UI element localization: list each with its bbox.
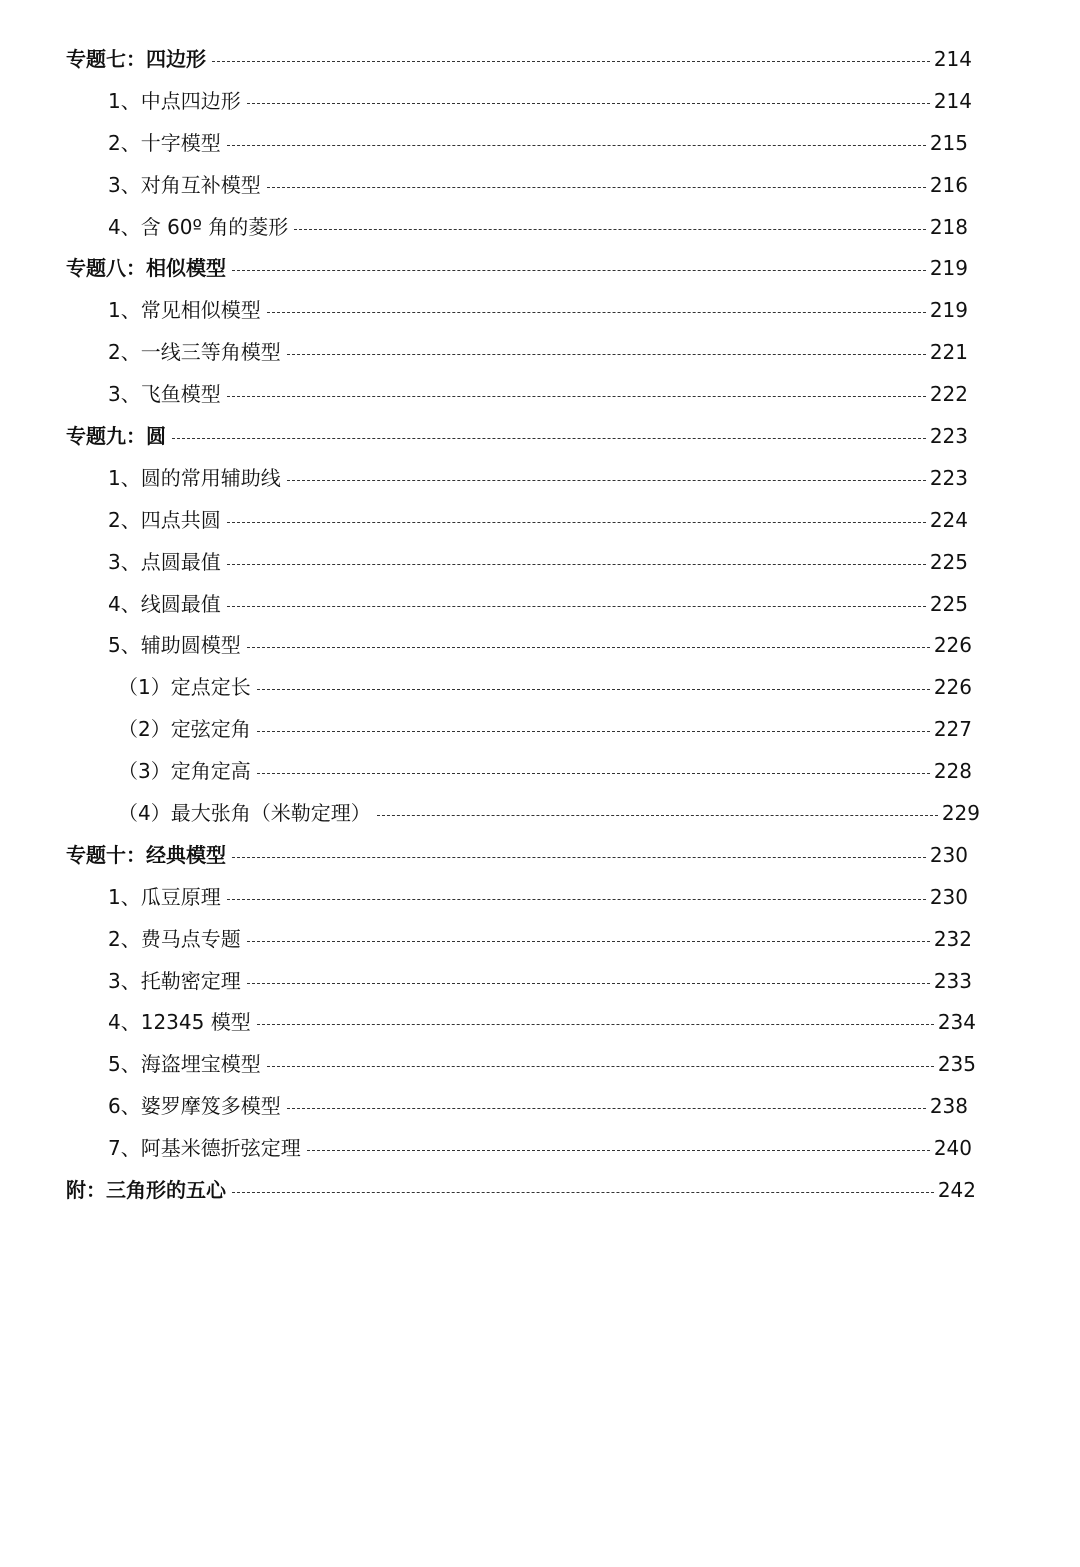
toc-entry[interactable] <box>0 666 1080 708</box>
toc-entry[interactable] <box>0 918 1080 960</box>
toc-leader-dots <box>227 898 926 900</box>
toc-entry-label: （2）定弦定角 <box>118 717 251 742</box>
toc-entry-page: 222 <box>929 382 968 407</box>
toc-leader-dots <box>227 563 926 565</box>
toc-leader-dots <box>232 269 926 271</box>
toc-entry-page: 235 <box>937 1052 976 1077</box>
toc-entry-page: 223 <box>929 465 968 490</box>
toc-entry-page: 221 <box>929 340 968 365</box>
toc-leader-dots <box>287 1107 926 1109</box>
toc-entry-label: 1、圆的常用辅助线 <box>108 465 281 490</box>
toc-leader-dots <box>257 1023 934 1025</box>
toc-entry-label: 5、辅助圆模型 <box>108 633 241 658</box>
toc-entry[interactable] <box>0 289 1080 331</box>
toc-leader-dots <box>212 60 930 62</box>
toc-entry-label: 5、海盗埋宝模型 <box>108 1052 261 1077</box>
toc-leader-dots <box>287 353 926 355</box>
toc-entry-label: 3、飞鱼模型 <box>108 382 221 407</box>
toc-entry-page: 218 <box>929 214 968 239</box>
toc-leader-dots <box>232 856 926 858</box>
toc-entry-label: 4、含 60º 角的菱形 <box>108 214 289 239</box>
toc-entry[interactable] <box>0 457 1080 499</box>
toc-entry-label: 4、线圆最值 <box>108 591 221 616</box>
toc-entry-label: 专题七：四边形 <box>66 46 206 71</box>
toc-entry-page: 225 <box>929 549 968 574</box>
toc-leader-dots <box>227 521 926 523</box>
toc-entry-label: 3、托勒密定理 <box>108 968 241 993</box>
toc-entry-page: 230 <box>929 884 968 909</box>
toc-entry-chapter-8[interactable] <box>0 247 1080 289</box>
toc-entry[interactable] <box>0 541 1080 583</box>
toc-entry[interactable] <box>0 331 1080 373</box>
toc-entry-chapter-7[interactable] <box>0 38 1080 80</box>
toc-entry[interactable] <box>0 1085 1080 1127</box>
toc-entry-page: 240 <box>933 1136 972 1161</box>
toc-leader-dots <box>377 814 938 816</box>
toc-entry[interactable] <box>0 750 1080 792</box>
toc-entry-label: 3、对角互补模型 <box>108 172 261 197</box>
toc-entry-chapter-9[interactable] <box>0 415 1080 457</box>
toc-entry-page: 219 <box>929 256 968 281</box>
toc-entry-page: 214 <box>933 46 972 71</box>
toc-entry-page: 232 <box>933 926 972 951</box>
toc-entry-page: 219 <box>929 298 968 323</box>
toc-entry-page: 230 <box>929 842 968 867</box>
toc-leader-dots <box>247 982 930 984</box>
toc-entry-page: 233 <box>933 968 972 993</box>
toc-entry-label: 6、婆罗摩笈多模型 <box>108 1094 281 1119</box>
toc-entry[interactable] <box>0 960 1080 1002</box>
toc-entry-page: 234 <box>937 1010 976 1035</box>
toc-leader-dots <box>227 395 926 397</box>
toc-leader-dots <box>172 437 926 439</box>
toc-leader-dots <box>257 688 930 690</box>
toc-entry[interactable] <box>0 206 1080 248</box>
toc-entry-page: 223 <box>929 423 968 448</box>
toc-leader-dots <box>247 940 930 942</box>
toc-entry-page: 216 <box>929 172 968 197</box>
toc-leader-dots <box>232 1191 934 1193</box>
toc-entry[interactable] <box>0 164 1080 206</box>
toc-leader-dots <box>267 1065 934 1067</box>
toc-entry-label: 2、四点共圆 <box>108 507 221 532</box>
toc-entry-chapter-10[interactable] <box>0 834 1080 876</box>
toc-entry-label: 专题十：经典模型 <box>66 842 226 867</box>
toc-leader-dots <box>267 311 926 313</box>
toc-entry-page: 214 <box>933 88 972 113</box>
toc-entry-label: （3）定角定高 <box>118 759 251 784</box>
toc-entry-page: 215 <box>929 130 968 155</box>
toc-leader-dots <box>247 646 930 648</box>
toc-entry-label: （1）定点定长 <box>118 675 251 700</box>
toc-entry-page: 238 <box>929 1094 968 1119</box>
toc-entry[interactable] <box>0 792 1080 834</box>
toc-entry-page: 242 <box>937 1177 976 1202</box>
toc-leader-dots <box>287 479 926 481</box>
toc-entry-label: 1、中点四边形 <box>108 88 241 113</box>
toc-entry[interactable] <box>0 1127 1080 1169</box>
toc-entry[interactable] <box>0 583 1080 625</box>
toc-entry[interactable] <box>0 1001 1080 1043</box>
toc-entry-label: （4）最大张角（米勒定理） <box>118 800 371 825</box>
toc-entry-label: 专题九：圆 <box>66 423 166 448</box>
toc-entry-label: 专题八：相似模型 <box>66 256 226 281</box>
toc-entry-label: 2、费马点专题 <box>108 926 241 951</box>
toc-leader-dots <box>227 144 926 146</box>
toc-entry-appendix[interactable] <box>0 1169 1080 1211</box>
toc-entry-page: 227 <box>933 717 972 742</box>
toc-entry-page: 226 <box>933 675 972 700</box>
toc-entry-label: 2、十字模型 <box>108 130 221 155</box>
toc-entry-label: 7、阿基米德折弦定理 <box>108 1136 301 1161</box>
toc-entry-label: 1、常见相似模型 <box>108 298 261 323</box>
toc-entry[interactable] <box>0 876 1080 918</box>
toc-entry[interactable] <box>0 122 1080 164</box>
toc-leader-dots <box>307 1149 930 1151</box>
toc-leader-dots <box>257 772 930 774</box>
toc-entry-page: 228 <box>933 759 972 784</box>
toc-leader-dots <box>267 186 926 188</box>
toc-entry-label: 4、12345 模型 <box>108 1010 251 1035</box>
toc-entry-page: 225 <box>929 591 968 616</box>
toc-entry-label: 1、瓜豆原理 <box>108 884 221 909</box>
toc-entry-label: 2、一线三等角模型 <box>108 340 281 365</box>
toc-entry[interactable] <box>0 373 1080 415</box>
table-of-contents <box>0 38 1080 1211</box>
toc-entry[interactable] <box>0 499 1080 541</box>
toc-entry[interactable] <box>0 708 1080 750</box>
toc-entry-label: 3、点圆最值 <box>108 549 221 574</box>
toc-entry-page: 226 <box>933 633 972 658</box>
toc-entry-page: 224 <box>929 507 968 532</box>
toc-entry[interactable] <box>0 1043 1080 1085</box>
toc-entry-label: 附：三角形的五心 <box>66 1177 226 1202</box>
toc-entry[interactable] <box>0 80 1080 122</box>
toc-entry-page: 229 <box>941 800 980 825</box>
toc-leader-dots <box>257 730 930 732</box>
toc-leader-dots <box>294 228 926 230</box>
toc-entry[interactable] <box>0 624 1080 666</box>
toc-leader-dots <box>227 605 926 607</box>
toc-leader-dots <box>247 102 930 104</box>
